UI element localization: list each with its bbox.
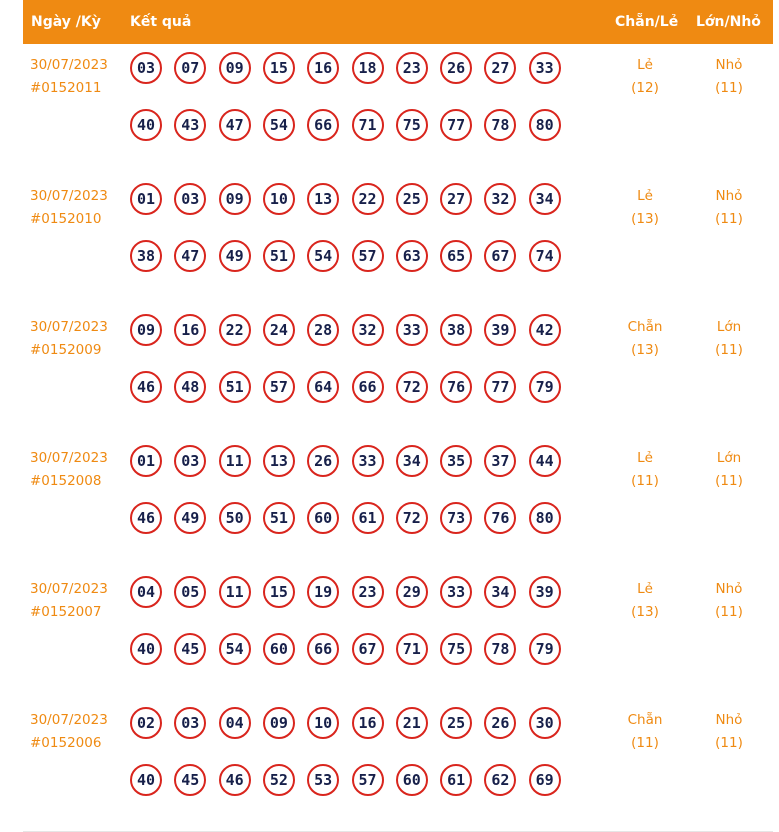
number-ball: 03 <box>174 707 206 739</box>
number-ball: 32 <box>484 183 516 215</box>
number-ball: 15 <box>263 576 295 608</box>
number-ball: 32 <box>352 314 384 346</box>
number-ball: 09 <box>219 183 251 215</box>
odd-even-count: (13) <box>631 604 659 620</box>
number-ball: 52 <box>263 764 295 796</box>
big-small-label: Nhỏ <box>715 581 743 597</box>
number-ball: 25 <box>396 183 428 215</box>
number-ball: 26 <box>440 52 472 84</box>
number-ball: 18 <box>352 52 384 84</box>
number-ball: 60 <box>396 764 428 796</box>
number-ball: 77 <box>440 109 472 141</box>
number-ball: 48 <box>174 371 206 403</box>
number-ball: 69 <box>529 764 561 796</box>
number-ball: 67 <box>484 240 516 272</box>
number-ball: 27 <box>484 52 516 84</box>
big-small-count: (11) <box>715 80 743 96</box>
number-ball: 57 <box>352 764 384 796</box>
draw-period: #0152010 <box>30 211 102 227</box>
number-ball: 63 <box>396 240 428 272</box>
number-ball: 42 <box>529 314 561 346</box>
odd-even-label: Lẻ <box>637 188 653 204</box>
number-ball: 49 <box>219 240 251 272</box>
odd-even-count: (12) <box>631 80 659 96</box>
number-ball: 75 <box>396 109 428 141</box>
number-ball: 30 <box>529 707 561 739</box>
number-ball: 60 <box>307 502 339 534</box>
header-big-small: Lớn/Nhỏ <box>696 14 761 30</box>
number-ball: 07 <box>174 52 206 84</box>
number-ball: 23 <box>352 576 384 608</box>
table-row <box>23 45 773 177</box>
number-ball: 54 <box>219 633 251 665</box>
number-ball: 54 <box>263 109 295 141</box>
number-ball: 51 <box>263 240 295 272</box>
number-ball: 61 <box>440 764 472 796</box>
number-ball: 10 <box>263 183 295 215</box>
number-ball: 46 <box>219 764 251 796</box>
big-small-count: (11) <box>715 211 743 227</box>
number-ball: 05 <box>174 576 206 608</box>
number-ball: 62 <box>484 764 516 796</box>
header-result: Kết quả <box>130 14 192 30</box>
number-ball: 23 <box>396 52 428 84</box>
number-ball: 04 <box>130 576 162 608</box>
number-ball: 39 <box>529 576 561 608</box>
number-ball: 09 <box>263 707 295 739</box>
number-ball: 54 <box>307 240 339 272</box>
number-ball: 04 <box>219 707 251 739</box>
number-ball: 33 <box>396 314 428 346</box>
number-ball: 66 <box>307 633 339 665</box>
number-ball: 16 <box>307 52 339 84</box>
number-ball: 79 <box>529 371 561 403</box>
number-ball: 46 <box>130 502 162 534</box>
number-ball: 53 <box>307 764 339 796</box>
header-date-period: Ngày /Kỳ <box>31 14 101 30</box>
number-ball: 35 <box>440 445 472 477</box>
number-ball: 37 <box>484 445 516 477</box>
number-ball: 57 <box>263 371 295 403</box>
draw-date: 30/07/2023 <box>30 581 108 597</box>
header-odd-even: Chẵn/Lẻ <box>615 14 679 30</box>
number-ball: 19 <box>307 576 339 608</box>
number-ball: 15 <box>263 52 295 84</box>
odd-even-label: Lẻ <box>637 450 653 466</box>
odd-even-count: (11) <box>631 473 659 489</box>
number-ball: 34 <box>396 445 428 477</box>
draw-date: 30/07/2023 <box>30 57 108 73</box>
number-ball: 49 <box>174 502 206 534</box>
number-ball: 38 <box>440 314 472 346</box>
number-ball: 50 <box>219 502 251 534</box>
number-ball: 40 <box>130 109 162 141</box>
big-small-label: Nhỏ <box>715 188 743 204</box>
table-row <box>23 569 773 701</box>
big-small-count: (11) <box>715 735 743 751</box>
table-row <box>23 438 773 570</box>
number-ball: 39 <box>484 314 516 346</box>
number-ball: 72 <box>396 502 428 534</box>
number-ball: 01 <box>130 445 162 477</box>
number-ball: 34 <box>484 576 516 608</box>
number-ball: 10 <box>307 707 339 739</box>
number-ball: 77 <box>484 371 516 403</box>
number-ball: 61 <box>352 502 384 534</box>
number-ball: 45 <box>174 633 206 665</box>
number-ball: 78 <box>484 633 516 665</box>
draw-date: 30/07/2023 <box>30 450 108 466</box>
number-ball: 45 <box>174 764 206 796</box>
number-ball: 33 <box>529 52 561 84</box>
number-ball: 21 <box>396 707 428 739</box>
odd-even-label: Lẻ <box>637 57 653 73</box>
number-ball: 13 <box>263 445 295 477</box>
number-ball: 16 <box>352 707 384 739</box>
big-small-label: Nhỏ <box>715 712 743 728</box>
big-small-count: (11) <box>715 342 743 358</box>
draw-period: #0152011 <box>30 80 102 96</box>
odd-even-count: (13) <box>631 211 659 227</box>
number-ball: 27 <box>440 183 472 215</box>
number-ball: 73 <box>440 502 472 534</box>
number-ball: 26 <box>307 445 339 477</box>
number-ball: 43 <box>174 109 206 141</box>
number-ball: 03 <box>174 183 206 215</box>
number-ball: 40 <box>130 764 162 796</box>
number-ball: 44 <box>529 445 561 477</box>
number-ball: 38 <box>130 240 162 272</box>
number-ball: 33 <box>352 445 384 477</box>
number-ball: 72 <box>396 371 428 403</box>
number-ball: 09 <box>130 314 162 346</box>
number-ball: 22 <box>352 183 384 215</box>
number-ball: 24 <box>263 314 295 346</box>
number-ball: 71 <box>396 633 428 665</box>
number-ball: 13 <box>307 183 339 215</box>
odd-even-label: Lẻ <box>637 581 653 597</box>
number-ball: 76 <box>440 371 472 403</box>
number-ball: 79 <box>529 633 561 665</box>
draw-period: #0152007 <box>30 604 102 620</box>
big-small-count: (11) <box>715 604 743 620</box>
number-ball: 66 <box>307 109 339 141</box>
number-ball: 28 <box>307 314 339 346</box>
big-small-label: Lớn <box>716 319 742 335</box>
draw-period: #0152009 <box>30 342 102 358</box>
odd-even-label: Chẵn <box>627 319 663 335</box>
number-ball: 57 <box>352 240 384 272</box>
number-ball: 16 <box>174 314 206 346</box>
draw-period: #0152008 <box>30 473 102 489</box>
number-ball: 67 <box>352 633 384 665</box>
number-ball: 80 <box>529 109 561 141</box>
number-ball: 22 <box>219 314 251 346</box>
odd-even-count: (11) <box>631 735 659 751</box>
draw-date: 30/07/2023 <box>30 188 108 204</box>
number-ball: 03 <box>130 52 162 84</box>
number-ball: 60 <box>263 633 295 665</box>
odd-even-count: (13) <box>631 342 659 358</box>
number-ball: 65 <box>440 240 472 272</box>
number-ball: 40 <box>130 633 162 665</box>
number-ball: 29 <box>396 576 428 608</box>
number-ball: 11 <box>219 576 251 608</box>
number-ball: 33 <box>440 576 472 608</box>
number-ball: 71 <box>352 109 384 141</box>
big-small-count: (11) <box>715 473 743 489</box>
number-ball: 80 <box>529 502 561 534</box>
number-ball: 11 <box>219 445 251 477</box>
big-small-label: Nhỏ <box>715 57 743 73</box>
number-ball: 03 <box>174 445 206 477</box>
table-row <box>23 700 773 832</box>
table-header <box>23 0 773 44</box>
number-ball: 75 <box>440 633 472 665</box>
number-ball: 34 <box>529 183 561 215</box>
number-ball: 76 <box>484 502 516 534</box>
number-ball: 74 <box>529 240 561 272</box>
big-small-label: Lớn <box>716 450 742 466</box>
number-ball: 78 <box>484 109 516 141</box>
number-ball: 25 <box>440 707 472 739</box>
odd-even-label: Chẵn <box>627 712 663 728</box>
number-ball: 01 <box>130 183 162 215</box>
number-ball: 47 <box>219 109 251 141</box>
number-ball: 47 <box>174 240 206 272</box>
draw-date: 30/07/2023 <box>30 319 108 335</box>
number-ball: 51 <box>219 371 251 403</box>
table-row <box>23 307 773 439</box>
draw-date: 30/07/2023 <box>30 712 108 728</box>
number-ball: 66 <box>352 371 384 403</box>
draw-period: #0152006 <box>30 735 102 751</box>
number-ball: 64 <box>307 371 339 403</box>
number-ball: 46 <box>130 371 162 403</box>
number-ball: 09 <box>219 52 251 84</box>
table-row <box>23 176 773 308</box>
number-ball: 02 <box>130 707 162 739</box>
number-ball: 51 <box>263 502 295 534</box>
number-ball: 26 <box>484 707 516 739</box>
